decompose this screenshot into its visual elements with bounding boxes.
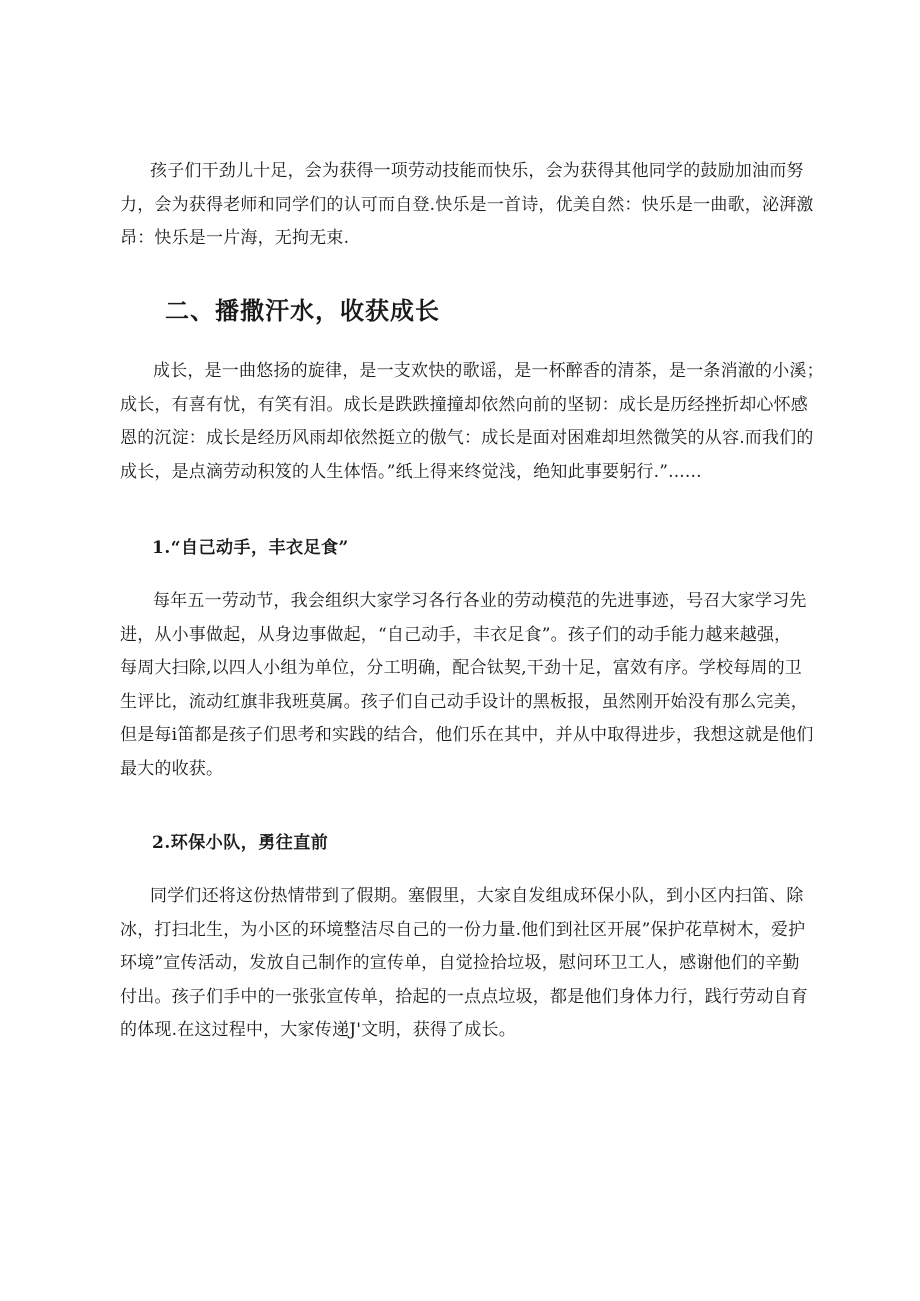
- paragraph-line: 付出。孩子们手中的一张张宣传单，拾起的一点点垃圾，都是他们身体力行，践行劳动自育: [120, 986, 808, 1007]
- paragraph-growth: [120, 355, 824, 489]
- paragraph-line: 恩的沉淀：成长是经历风雨却依然挺立的傲气：成长是面对困难却坦然微笑的从容.而我们的: [120, 428, 814, 448]
- paragraph-labor-day: [120, 585, 814, 786]
- paragraph-line: 的体现.在这过程中，大家传递J'文明，获得了成长。: [120, 1020, 516, 1040]
- paragraph-line: 昂：快乐是一片海，无拘无束.: [120, 228, 350, 248]
- paragraph-line: 冰，打扫北生，为小区的环境整洁尽自己的一份力量.他们到社区开展”保护花草树木，爱护: [120, 919, 806, 940]
- subheading-2: 2.环保小队，勇往直前: [152, 833, 329, 853]
- paragraph-line: 进，从小事做起，从身边事做起，“自己动手，丰衣足食”。孩子们的动手能力越来越强，: [120, 624, 792, 645]
- section-heading-2: 二、播撒汗水，收获成长: [165, 296, 440, 325]
- paragraph-line: 成长，有喜有忧，有笑有泪。成长是跌跌撞撞却依然向前的坚韧：成长是历经挫折却心怀感: [120, 394, 808, 415]
- paragraph-line: 成长，是点滴劳动积笈的人生体悟。”纸上得来终觉浅，绝知此事要躬行.”......: [120, 461, 702, 482]
- paragraph-line: 但是每i笛都是孩子们思考和实践的结合，他们乐在其中，并从中取得进步，我想这就是他们: [120, 725, 814, 745]
- paragraph-line: 成长，是一曲悠扬的旋律，是一支欢快的歌谣，是一杯醉香的清茶，是一条消澈的小溪；: [153, 361, 824, 381]
- paragraph-eco-team: [120, 880, 808, 1048]
- paragraph-line: 每年五一劳动节，我会组织大家学习各行各业的劳动模范的先进事迹，号召大家学习先: [153, 591, 807, 611]
- subheading-1: 1.“自己动手，丰衣足食”: [152, 538, 349, 558]
- paragraph-line: 同学们还将这份热情带到了假期。塞假里，大家自发组成环保小队，到小区内扫笛、除: [150, 886, 804, 906]
- paragraph-happiness: [120, 155, 814, 256]
- paragraph-line: 最大的收获。: [120, 758, 224, 779]
- paragraph-line: 孩子们干劲儿十足，会为获得一项劳动技能而快乐，会为获得其他同学的鼓励加油而努: [150, 161, 804, 181]
- paragraph-line: 力，会为获得老师和同学们的认可而自登.快乐是一首诗，优美自然：快乐是一曲歌，泌湃激: [120, 194, 814, 215]
- paragraph-line: 环境”宣传活动，发放自己制作的宣传单，自觉捡拾垃圾，慰问环卫工人，感谢他们的辛勤: [120, 953, 800, 973]
- paragraph-line: 每周大扫除,以四人小组为单位，分工明确，配合钛契,干劲十足，富效有序。学校每周的卫: [120, 658, 803, 678]
- paragraph-line: 生评比，流动红旗非我班莫属。孩子们自己动手设计的黑板报，虽然刚开始没有那么完美，: [120, 691, 808, 712]
